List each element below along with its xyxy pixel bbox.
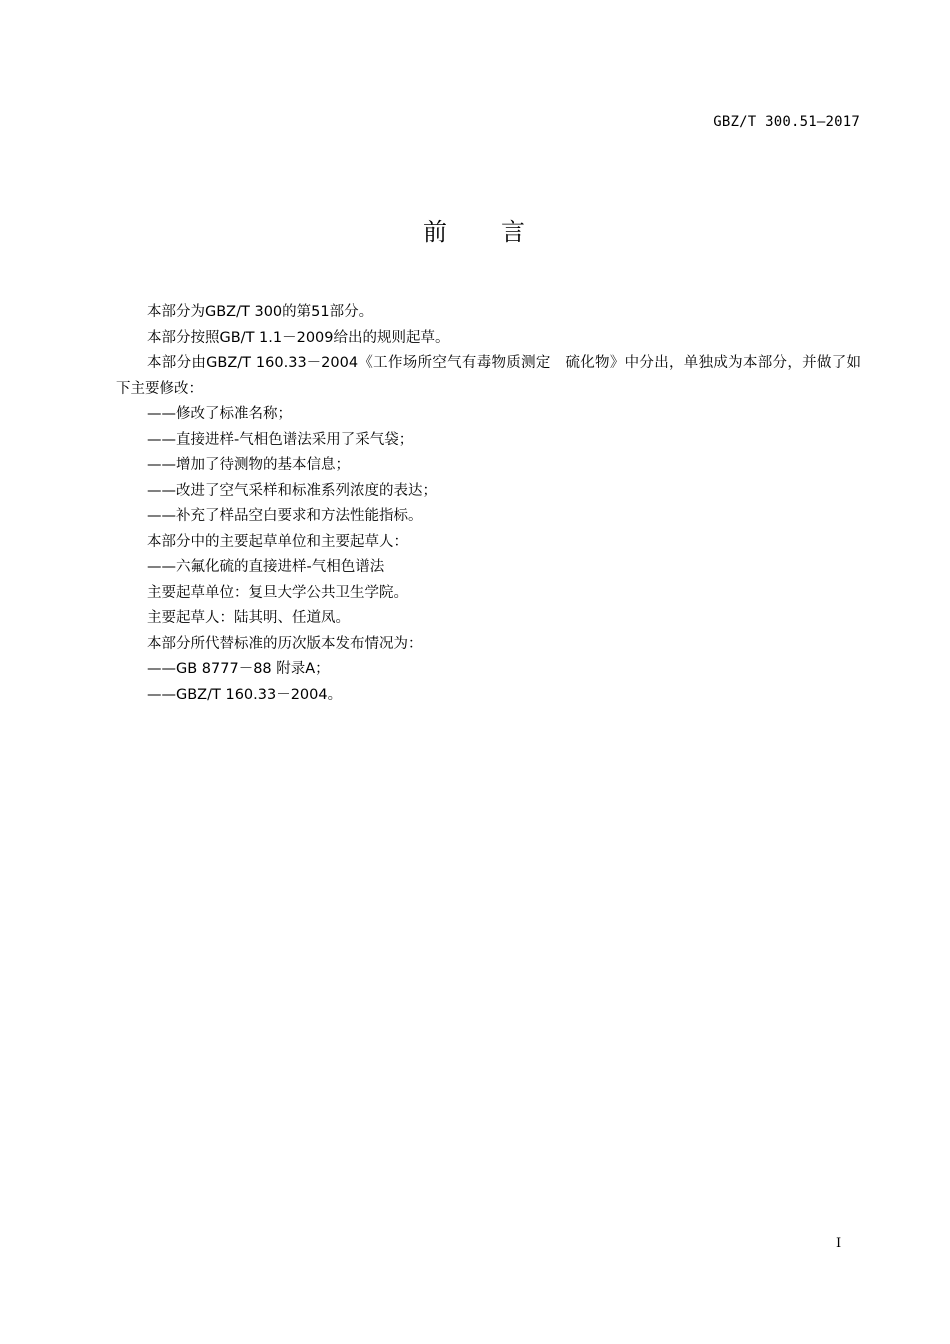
standard-code: GBZ/T 300.51—2017 xyxy=(713,114,860,130)
foreword-body xyxy=(116,300,861,708)
paragraph-drafting-rules: 本部分按照GB/T 1.1－2009给出的规则起草。 xyxy=(147,329,450,346)
paragraph-replaced-versions: 本部分所代替标准的历次版本发布情况为： xyxy=(147,635,423,652)
paragraph-drafters-intro: 本部分中的主要起草单位和主要起草人： xyxy=(147,533,408,550)
list-item-change: ——增加了待测物的基本信息； xyxy=(147,457,350,473)
paragraph-drafters: 主要起草人：陆其明、任道凤。 xyxy=(147,610,350,626)
page-title: 前 言 xyxy=(423,218,527,246)
list-item-version: ——GB 8777－88 附录A； xyxy=(147,661,330,677)
list-item-version: ——GBZ/T 160.33－2004。 xyxy=(147,686,343,703)
list-item-change: ——改进了空气采样和标准系列浓度的表达； xyxy=(147,482,437,499)
paragraph-part-of-series: 本部分为GBZ/T 300的第51部分。 xyxy=(147,304,374,320)
list-item-change: ——直接进样-气相色谱法采用了采气袋； xyxy=(147,431,414,448)
paragraph-origin-and-changes: 本部分由GBZ/T 160.33－2004《工作场所空气有毒物质测定 硫化物》中分出，单独成为本部分，并做了如下主要修改： xyxy=(116,355,861,397)
page-number: I xyxy=(836,1236,842,1251)
paragraph-drafting-unit: 主要起草单位：复旦大学公共卫生学院。 xyxy=(147,584,408,601)
list-item-change: ——补充了样品空白要求和方法性能指标。 xyxy=(147,508,423,524)
list-item-method: ——六氟化硫的直接进样-气相色谱法 xyxy=(147,559,385,575)
list-item-change: ——修改了标准名称； xyxy=(147,406,292,422)
